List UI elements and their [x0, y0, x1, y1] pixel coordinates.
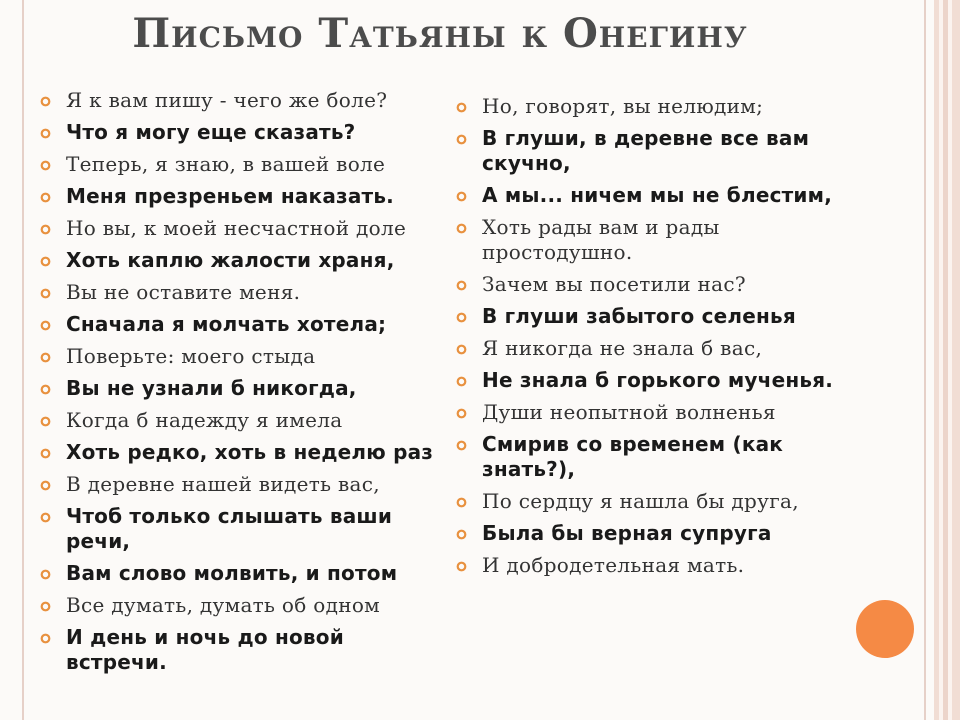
- poem-line-text: Хоть рады вам и рады простодушно.: [482, 215, 720, 264]
- poem-line-text: И добродетельная мать.: [482, 553, 745, 577]
- decorative-stripe: [934, 0, 960, 720]
- poem-line-text: Души неопытной волненья: [482, 400, 776, 424]
- bullet-icon: [456, 134, 466, 144]
- bullet-icon: [456, 312, 466, 322]
- poem-line: [38, 312, 438, 337]
- poem-line-text: Но, говорят, вы нелюдим;: [482, 94, 764, 118]
- bullet-icon: [456, 191, 466, 201]
- bullet-icon: [456, 408, 466, 418]
- poem-line: [454, 521, 854, 546]
- poem-line: [454, 553, 854, 578]
- poem-line: [38, 184, 438, 209]
- poem-line: [454, 304, 854, 329]
- poem-line-text: А мы... ничем мы не блестим,: [482, 183, 832, 207]
- poem-line: [454, 183, 854, 208]
- poem-line-text: Все думать, думать об одном: [66, 593, 381, 617]
- page-title: Письмо Татьяны к Онегину: [132, 10, 748, 57]
- bullet-icon: [40, 192, 50, 202]
- poem-line: [454, 272, 854, 297]
- poem-line-text: Вы не узнали б никогда,: [66, 376, 357, 400]
- bullet-icon: [40, 288, 50, 298]
- poem-line: [38, 248, 438, 273]
- poem-line: [454, 94, 854, 119]
- bullet-icon: [456, 497, 466, 507]
- poem-line-text: Поверьте: моего стыда: [66, 344, 316, 368]
- poem-column-right: [454, 94, 854, 585]
- bullet-icon: [40, 633, 50, 643]
- bullet-icon: [40, 128, 50, 138]
- bullet-icon: [40, 601, 50, 611]
- poem-line: [38, 561, 438, 586]
- poem-line-text: Меня презреньем наказать.: [66, 184, 394, 208]
- poem-line: [38, 504, 438, 554]
- poem-line: [38, 120, 438, 145]
- poem-line-text: Теперь, я знаю, в вашей воле: [66, 152, 386, 176]
- poem-line-text: В глуши забытого селенья: [482, 304, 796, 328]
- bullet-icon: [456, 223, 466, 233]
- bullet-icon: [456, 440, 466, 450]
- poem-line: [454, 215, 854, 265]
- poem-line: [38, 88, 438, 113]
- poem-line-text: Хоть каплю жалости храня,: [66, 248, 395, 272]
- bullet-icon: [40, 569, 50, 579]
- poem-line-text: Я никогда не знала б вас,: [482, 336, 763, 360]
- bullet-icon: [40, 480, 50, 490]
- poem-line-text: Я к вам пишу - чего же боле?: [66, 88, 388, 112]
- poem-line: [38, 593, 438, 618]
- poem-line: [38, 440, 438, 465]
- poem-line-text: Не знала б горького мученья.: [482, 368, 834, 392]
- poem-line: [454, 432, 854, 482]
- poem-line-text: Смирив со временем (как знать?),: [482, 432, 784, 481]
- poem-line-text: И день и ночь до новой встречи.: [66, 625, 344, 674]
- bullet-icon: [40, 416, 50, 426]
- bullet-icon: [456, 344, 466, 354]
- bullet-icon: [40, 160, 50, 170]
- poem-line: [38, 280, 438, 305]
- poem-line: [38, 408, 438, 433]
- poem-line: [454, 368, 854, 393]
- bullet-icon: [456, 376, 466, 386]
- poem-line-text: Зачем вы посетили нас?: [482, 272, 746, 296]
- poem-line-text: В глуши, в деревне все вам скучно,: [482, 126, 810, 175]
- poem-line: [38, 472, 438, 497]
- bullet-icon: [456, 529, 466, 539]
- bullet-icon: [40, 448, 50, 458]
- poem-line: [454, 400, 854, 425]
- poem-line: [38, 376, 438, 401]
- poem-line: [38, 152, 438, 177]
- poem-line: [454, 336, 854, 361]
- poem-line: [454, 126, 854, 176]
- bullet-icon: [456, 102, 466, 112]
- poem-line-text: Чтоб только слышать ваши речи,: [66, 504, 393, 553]
- bullet-icon: [40, 512, 50, 522]
- bullet-icon: [456, 280, 466, 290]
- poem-line-text: Когда б надежду я имела: [66, 408, 343, 432]
- poem-line-text: Вам слово молвить, и потом: [66, 561, 398, 585]
- decorative-circle: [856, 600, 914, 658]
- bullet-icon: [40, 320, 50, 330]
- bullet-icon: [40, 224, 50, 234]
- poem-line-text: По сердцу я нашла бы друга,: [482, 489, 799, 513]
- poem-line-text: В деревне нашей видеть вас,: [66, 472, 380, 496]
- poem-line-text: Сначала я молчать хотела;: [66, 312, 387, 336]
- bullet-icon: [40, 384, 50, 394]
- poem-line: [38, 625, 438, 675]
- bullet-icon: [456, 561, 466, 571]
- poem-line-text: Что я могу еще сказать?: [66, 120, 356, 144]
- poem-line: [38, 344, 438, 369]
- poem-line-text: Была бы верная супруга: [482, 521, 772, 545]
- poem-line: [38, 216, 438, 241]
- poem-column-left: [38, 88, 438, 682]
- bullet-icon: [40, 256, 50, 266]
- poem-line: [454, 489, 854, 514]
- poem-line-text: Хоть редко, хоть в неделю раз: [66, 440, 434, 464]
- bullet-icon: [40, 96, 50, 106]
- bullet-icon: [40, 352, 50, 362]
- poem-line-text: Но вы, к моей несчастной доле: [66, 216, 407, 240]
- poem-line-text: Вы не оставите меня.: [66, 280, 301, 304]
